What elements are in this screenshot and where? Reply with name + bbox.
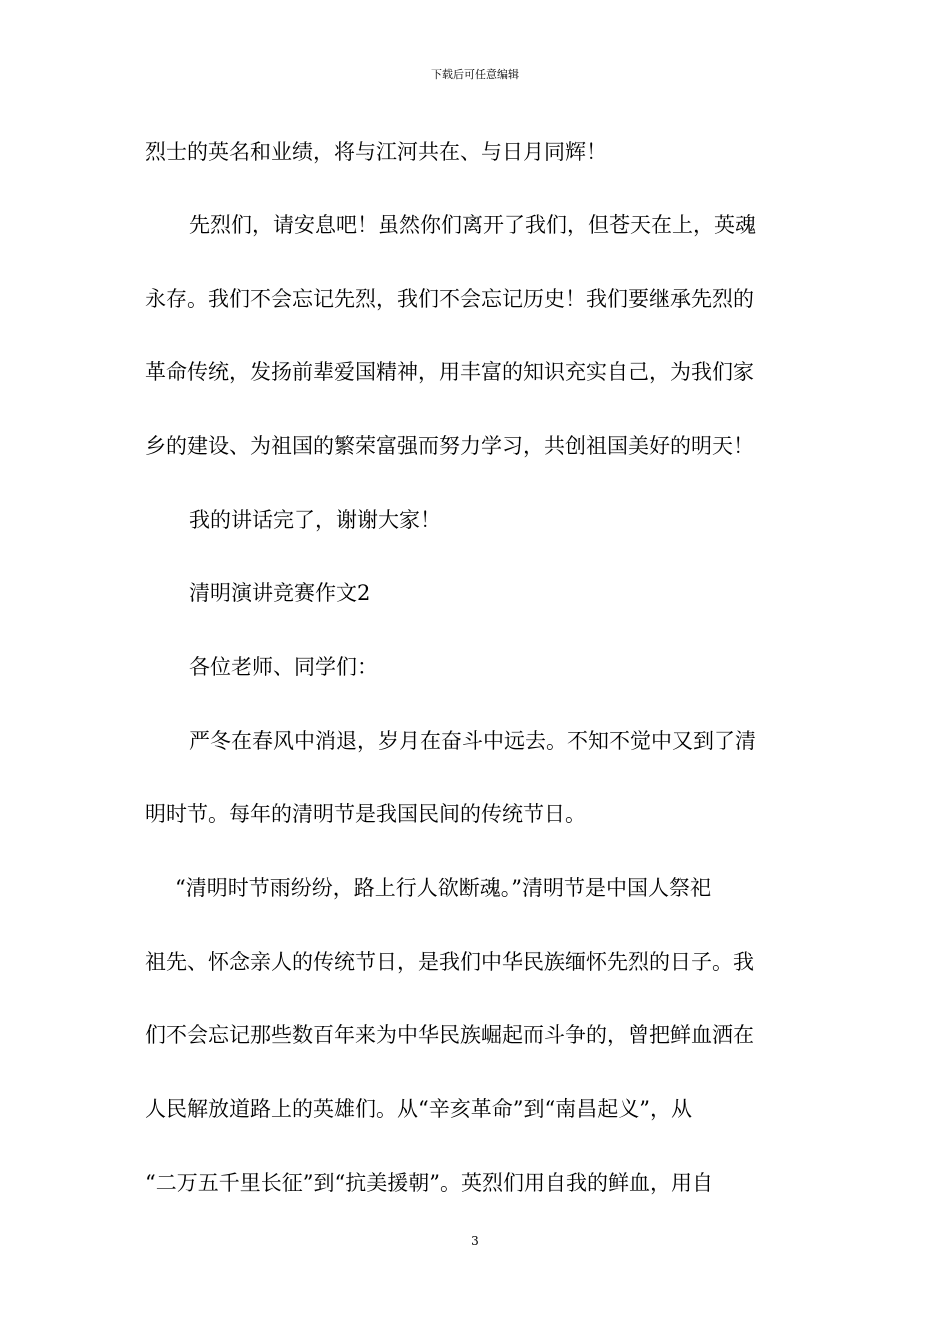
body-line: 严冬在春风中消退，岁月在奋斗中远去。不知不觉中又到了清 bbox=[189, 729, 756, 753]
body-line: 人民解放道路上的英雄们。从“辛亥革命”到“南昌起义”，从 bbox=[145, 1097, 692, 1121]
body-line: 乡的建设、为祖国的繁荣富强而努力学习，共创祖国美好的明天！ bbox=[145, 434, 754, 458]
body-line: 先烈们，请安息吧！虽然你们离开了我们，但苍天在上，英魂 bbox=[189, 213, 756, 237]
body-line: 明时节。每年的清明节是我国民间的传统节日。 bbox=[145, 802, 586, 826]
salutation: 各位老师、同学们： bbox=[189, 655, 378, 679]
section-title: 清明演讲竞赛作文2 bbox=[189, 581, 371, 605]
body-line: “二万五千里长征”到“抗美援朝”。英烈们用自我的鲜血，用自 bbox=[145, 1171, 713, 1195]
body-line: 祖先、怀念亲人的传统节日，是我们中华民族缅怀先烈的日子。我 bbox=[145, 950, 754, 974]
page-number: 3 bbox=[471, 1234, 479, 1248]
body-line: 们不会忘记那些数百年来为中华民族崛起而斗争的，曾把鲜血洒在 bbox=[145, 1023, 754, 1047]
body-line: 革命传统，发扬前辈爱国精神，用丰富的知识充实自己，为我们家 bbox=[145, 360, 754, 384]
body-line: 烈士的英名和业绩，将与江河共在、与日月同辉！ bbox=[145, 140, 607, 164]
body-line: 我的讲话完了，谢谢大家！ bbox=[189, 508, 441, 532]
body-line: “清明时节雨纷纷，路上行人欲断魂。”清明节是中国人祭祀 bbox=[175, 876, 711, 900]
body-line: 永存。我们不会忘记先烈，我们不会忘记历史！我们要继承先烈的 bbox=[145, 287, 754, 311]
page-header: 下载后可任意编辑 bbox=[431, 68, 519, 81]
